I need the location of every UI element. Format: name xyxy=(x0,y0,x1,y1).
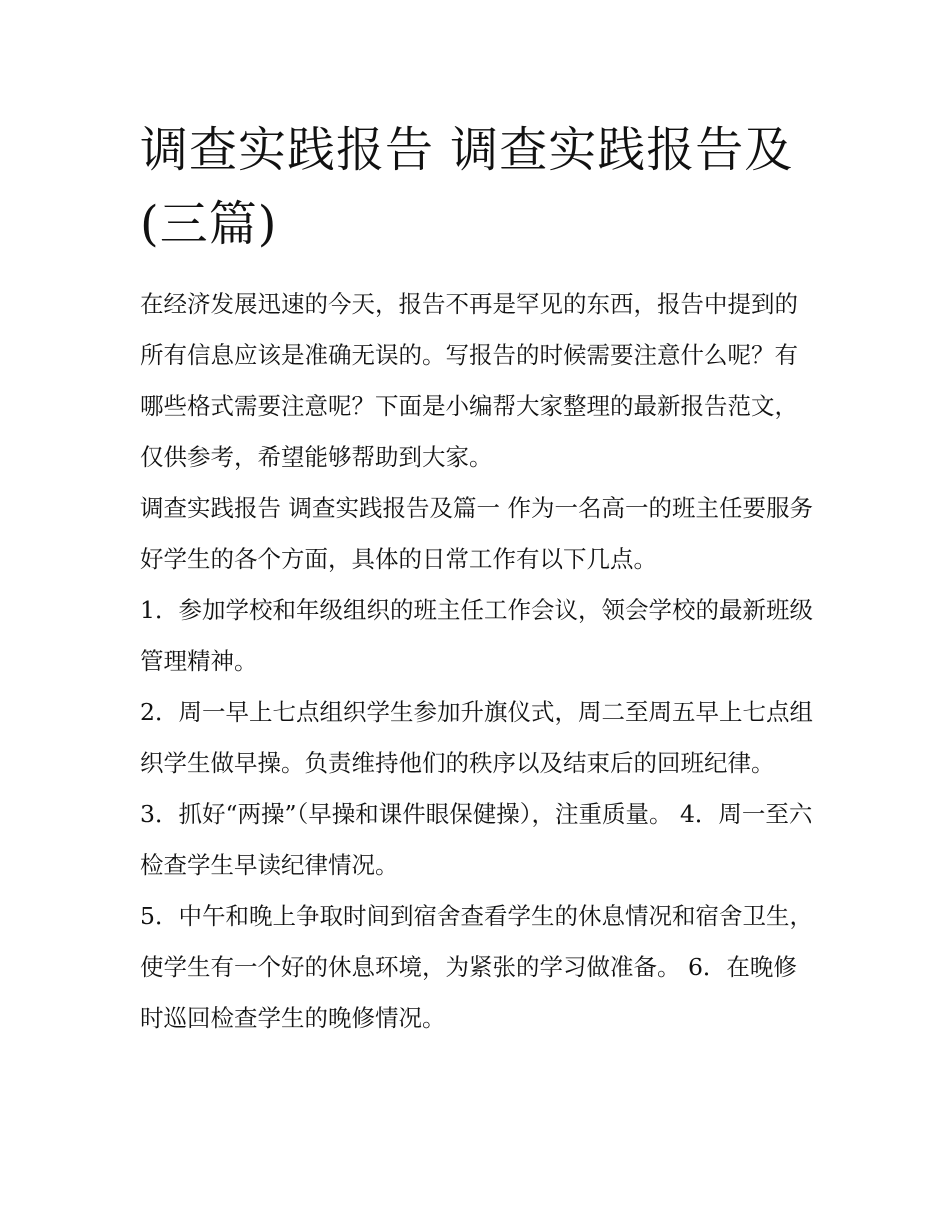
intro-paragraph: 在经济发展迅速的今天，报告不再是罕见的东西，报告中提到的所有信息应该是准确无误的。写报告的时候需要注意什么呢？有哪些格式需要注意呢？下面是小编帮大家整理的最新报告范文，仅供参考，希望能够帮助到大家。 xyxy=(140,290,798,471)
item-2-paragraph: 2．周一早上七点组织学生参加升旗仪式，周二至周五早上七点组织学生做早操。负责维持他们的秩序以及结束后的回班纪律。 xyxy=(140,698,813,777)
section-one-paragraph: 调查实践报告 调查实践报告及篇一 作为一名高一的班主任要服务好学生的各个方面，具体的日常工作有以下几点。 xyxy=(140,494,813,573)
item-1-paragraph: 1．参加学校和年级组织的班主任工作会议，领会学校的最新班级管理精神。 xyxy=(140,596,813,675)
document-body xyxy=(140,279,816,1044)
item-5-6-paragraph: 5．中午和晚上争取时间到宿舍查看学生的休息情况和宿舍卫生，使学生有一个好的休息环境，为紧张的学习做准备。 6．在晚修时巡回检查学生的晚修情况。 xyxy=(140,902,813,1032)
item-3-4-paragraph: 3．抓好“两操”（早操和课件眼保健操），注重质量。 4．周一至六检查学生早读纪律情况。 xyxy=(140,800,813,879)
document-title: 调查实践报告 调查实践报告及(三篇) xyxy=(140,122,794,252)
